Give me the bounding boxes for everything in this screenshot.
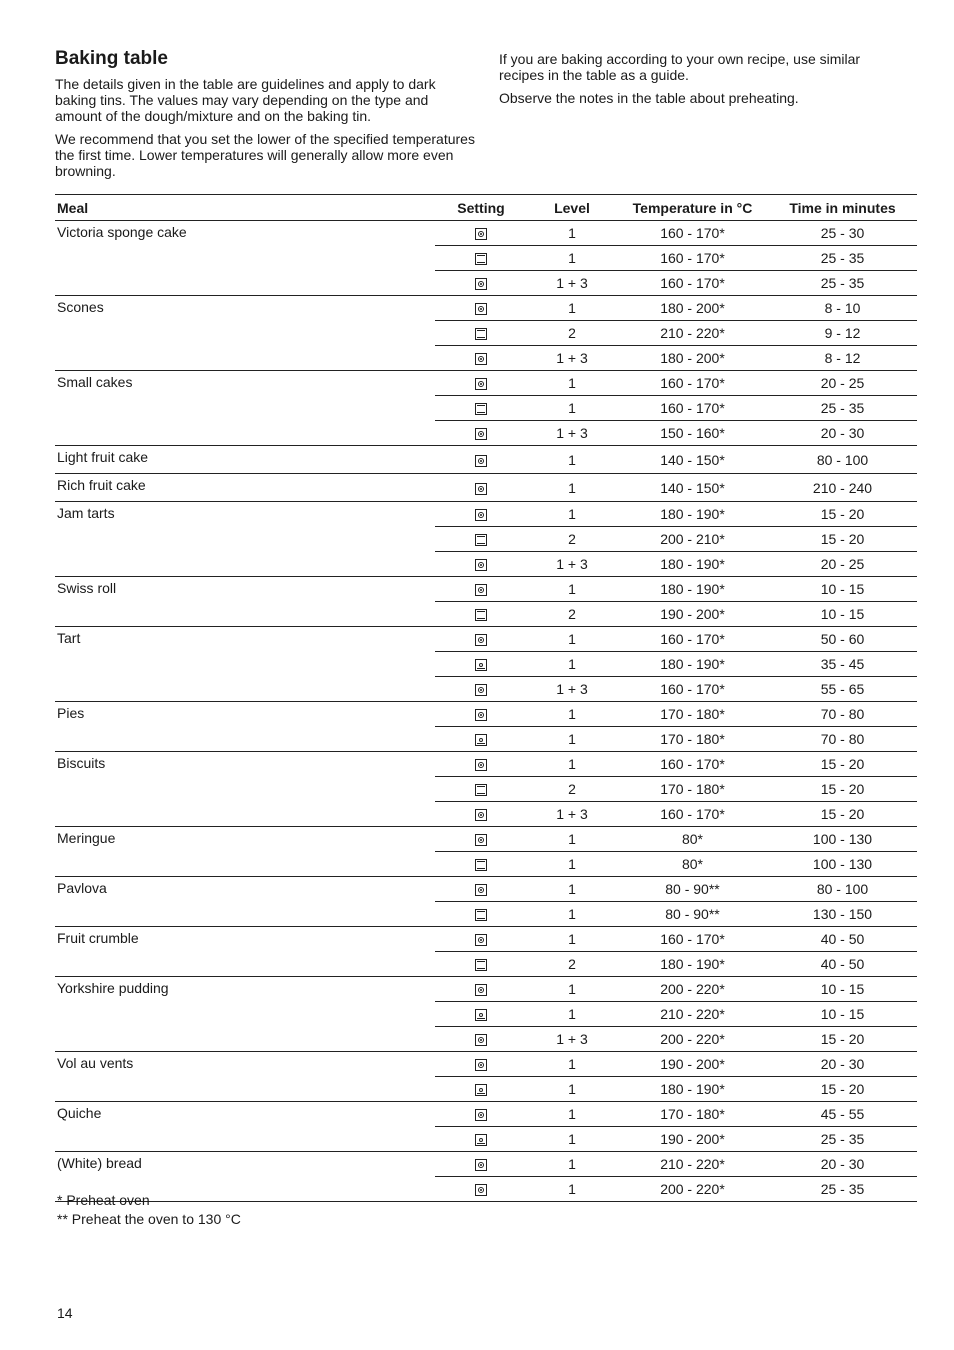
table-row	[55, 1152, 917, 1177]
setting-cell	[435, 446, 527, 474]
meal-cell: Yorkshire pudding	[55, 977, 435, 1052]
setting-cell	[435, 1177, 527, 1202]
setting-cell	[435, 727, 527, 752]
fan-icon	[475, 984, 487, 996]
setting-cell	[435, 421, 527, 446]
header-temperature: Temperature in °C	[617, 195, 768, 221]
fan-icon	[475, 634, 487, 646]
table-row	[55, 752, 917, 777]
table-row	[55, 1052, 917, 1077]
intro-column	[55, 48, 475, 186]
setting-cell	[435, 1102, 527, 1127]
meal-cell: Biscuits	[55, 752, 435, 827]
setting-cell	[435, 396, 527, 421]
meal-cell: Meringue	[55, 827, 435, 877]
footnote-preheat: * Preheat oven	[57, 1192, 150, 1208]
setting-cell	[435, 752, 527, 777]
bottom-heat-icon	[475, 659, 487, 671]
temperature-cell: 160 - 170*	[617, 246, 768, 271]
temperature-cell: 180 - 190*	[617, 1077, 768, 1102]
level-cell: 1	[527, 852, 617, 877]
fan-icon	[475, 378, 487, 390]
level-cell: 1 + 3	[527, 677, 617, 702]
fan-icon	[475, 483, 487, 495]
time-cell: 50 - 60	[768, 627, 917, 652]
fan-icon	[475, 559, 487, 571]
setting-cell	[435, 702, 527, 727]
header-meal: Meal	[55, 195, 435, 221]
table-row	[55, 296, 917, 321]
time-cell: 15 - 20	[768, 502, 917, 527]
level-cell: 1	[527, 977, 617, 1002]
baking-table	[55, 194, 917, 1202]
table-row	[55, 502, 917, 527]
time-cell: 10 - 15	[768, 1002, 917, 1027]
setting-cell	[435, 977, 527, 1002]
footnote-preheat-130: ** Preheat the oven to 130 °C	[57, 1211, 241, 1227]
temperature-cell: 210 - 220*	[617, 1152, 768, 1177]
conventional-icon	[475, 253, 487, 265]
meal-cell: Rich fruit cake	[55, 474, 435, 502]
table-row	[55, 927, 917, 952]
temperature-cell: 80*	[617, 852, 768, 877]
time-cell: 80 - 100	[768, 877, 917, 902]
setting-cell	[435, 602, 527, 627]
time-cell: 20 - 25	[768, 552, 917, 577]
bottom-heat-icon	[475, 1084, 487, 1096]
temperature-cell: 210 - 220*	[617, 321, 768, 346]
temperature-cell: 190 - 200*	[617, 602, 768, 627]
fan-icon	[475, 884, 487, 896]
fan-icon	[475, 1184, 487, 1196]
level-cell: 2	[527, 777, 617, 802]
fan-icon	[475, 455, 487, 467]
fan-icon	[475, 834, 487, 846]
time-cell: 15 - 20	[768, 527, 917, 552]
table-header-row	[55, 195, 917, 221]
level-cell: 1	[527, 221, 617, 246]
temperature-cell: 160 - 170*	[617, 627, 768, 652]
temperature-cell: 160 - 170*	[617, 752, 768, 777]
time-cell: 10 - 15	[768, 602, 917, 627]
table-row	[55, 702, 917, 727]
time-cell: 40 - 50	[768, 927, 917, 952]
setting-cell	[435, 346, 527, 371]
time-cell: 20 - 30	[768, 421, 917, 446]
level-cell: 1	[527, 902, 617, 927]
setting-cell	[435, 296, 527, 321]
temperature-cell: 190 - 200*	[617, 1052, 768, 1077]
temperature-cell: 200 - 220*	[617, 1027, 768, 1052]
time-cell: 25 - 35	[768, 1127, 917, 1152]
level-cell: 1	[527, 296, 617, 321]
time-cell: 25 - 35	[768, 246, 917, 271]
setting-cell	[435, 552, 527, 577]
fan-icon	[475, 228, 487, 240]
temperature-cell: 140 - 150*	[617, 474, 768, 502]
temperature-cell: 180 - 190*	[617, 552, 768, 577]
setting-cell	[435, 877, 527, 902]
meal-cell: Scones	[55, 296, 435, 371]
meal-cell: Vol au vents	[55, 1052, 435, 1102]
setting-cell	[435, 1027, 527, 1052]
time-cell: 15 - 20	[768, 752, 917, 777]
setting-cell	[435, 852, 527, 877]
table-row	[55, 221, 917, 246]
temperature-cell: 200 - 210*	[617, 527, 768, 552]
level-cell: 1	[527, 446, 617, 474]
level-cell: 2	[527, 602, 617, 627]
time-cell: 70 - 80	[768, 727, 917, 752]
time-cell: 15 - 20	[768, 777, 917, 802]
temperature-cell: 160 - 170*	[617, 396, 768, 421]
temperature-cell: 190 - 200*	[617, 1127, 768, 1152]
level-cell: 1 + 3	[527, 1027, 617, 1052]
time-cell: 25 - 35	[768, 1177, 917, 1202]
setting-cell	[435, 677, 527, 702]
level-cell: 1	[527, 702, 617, 727]
level-cell: 1 + 3	[527, 552, 617, 577]
level-cell: 1	[527, 371, 617, 396]
conventional-icon	[475, 859, 487, 871]
bottom-heat-icon	[475, 734, 487, 746]
fan-icon	[475, 1059, 487, 1071]
time-cell: 25 - 30	[768, 221, 917, 246]
setting-cell	[435, 952, 527, 977]
level-cell: 1 + 3	[527, 421, 617, 446]
setting-cell	[435, 577, 527, 602]
setting-cell	[435, 1002, 527, 1027]
temperature-cell: 180 - 200*	[617, 346, 768, 371]
time-cell: 10 - 15	[768, 977, 917, 1002]
setting-cell	[435, 927, 527, 952]
setting-cell	[435, 1127, 527, 1152]
conventional-icon	[475, 403, 487, 415]
time-cell: 210 - 240	[768, 474, 917, 502]
temperature-cell: 80*	[617, 827, 768, 852]
temperature-cell: 140 - 150*	[617, 446, 768, 474]
setting-cell	[435, 1077, 527, 1102]
notes-paragraph-1: If you are baking according to your own recipe, use similar recipes in the table as a guide.	[499, 51, 861, 83]
level-cell: 1	[527, 1102, 617, 1127]
temperature-cell: 180 - 190*	[617, 952, 768, 977]
header-setting: Setting	[435, 195, 527, 221]
conventional-icon	[475, 909, 487, 921]
level-cell: 1 + 3	[527, 346, 617, 371]
setting-cell	[435, 1052, 527, 1077]
time-cell: 25 - 35	[768, 271, 917, 296]
intro-paragraph-1: The details given in the table are guidelines and apply to dark baking tins. The values may vary depending on the type and amount of the dough/mixture and on the baking tin.	[55, 76, 436, 124]
fan-icon	[475, 303, 487, 315]
time-cell: 55 - 65	[768, 677, 917, 702]
temperature-cell: 200 - 220*	[617, 977, 768, 1002]
notes-column	[499, 51, 909, 113]
meal-cell: Small cakes	[55, 371, 435, 446]
fan-icon	[475, 278, 487, 290]
setting-cell	[435, 502, 527, 527]
bottom-heat-icon	[475, 1009, 487, 1021]
setting-cell	[435, 371, 527, 396]
meal-cell: Pies	[55, 702, 435, 752]
level-cell: 1	[527, 1152, 617, 1177]
conventional-icon	[475, 959, 487, 971]
temperature-cell: 170 - 180*	[617, 727, 768, 752]
time-cell: 130 - 150	[768, 902, 917, 927]
temperature-cell: 210 - 220*	[617, 1002, 768, 1027]
level-cell: 1	[527, 1177, 617, 1202]
intro-paragraph-2: We recommend that you set the lower of the specified temperatures the first time. Lower temperatures will generally allow more even browning.	[55, 131, 475, 179]
time-cell: 100 - 130	[768, 827, 917, 852]
fan-icon	[475, 584, 487, 596]
page-number: 14	[57, 1305, 73, 1321]
table-row	[55, 371, 917, 396]
time-cell: 100 - 130	[768, 852, 917, 877]
bottom-heat-icon	[475, 1134, 487, 1146]
table-row	[55, 827, 917, 852]
level-cell: 1	[527, 474, 617, 502]
table-row	[55, 977, 917, 1002]
fan-icon	[475, 1034, 487, 1046]
fan-icon	[475, 709, 487, 721]
setting-cell	[435, 802, 527, 827]
setting-cell	[435, 827, 527, 852]
level-cell: 1	[527, 752, 617, 777]
level-cell: 2	[527, 952, 617, 977]
time-cell: 70 - 80	[768, 702, 917, 727]
meal-cell: Fruit crumble	[55, 927, 435, 977]
temperature-cell: 170 - 180*	[617, 1102, 768, 1127]
time-cell: 20 - 30	[768, 1152, 917, 1177]
temperature-cell: 170 - 180*	[617, 702, 768, 727]
temperature-cell: 160 - 170*	[617, 271, 768, 296]
setting-cell	[435, 221, 527, 246]
level-cell: 1	[527, 1002, 617, 1027]
table-row	[55, 474, 917, 502]
meal-cell: Swiss roll	[55, 577, 435, 627]
time-cell: 20 - 25	[768, 371, 917, 396]
time-cell: 80 - 100	[768, 446, 917, 474]
temperature-cell: 180 - 190*	[617, 577, 768, 602]
fan-icon	[475, 934, 487, 946]
level-cell: 1	[527, 502, 617, 527]
setting-cell	[435, 271, 527, 296]
setting-cell	[435, 902, 527, 927]
temperature-cell: 200 - 220*	[617, 1177, 768, 1202]
level-cell: 1	[527, 577, 617, 602]
temperature-cell: 180 - 190*	[617, 652, 768, 677]
time-cell: 20 - 30	[768, 1052, 917, 1077]
level-cell: 1 + 3	[527, 271, 617, 296]
meal-cell: Quiche	[55, 1102, 435, 1152]
table-row	[55, 627, 917, 652]
meal-cell: Jam tarts	[55, 502, 435, 577]
setting-cell	[435, 474, 527, 502]
temperature-cell: 160 - 170*	[617, 802, 768, 827]
notes-paragraph-2: Observe the notes in the table about preheating.	[499, 90, 799, 106]
level-cell: 2	[527, 527, 617, 552]
fan-icon	[475, 353, 487, 365]
table-body	[55, 221, 917, 1202]
temperature-cell: 160 - 170*	[617, 927, 768, 952]
time-cell: 15 - 20	[768, 1027, 917, 1052]
setting-cell	[435, 777, 527, 802]
setting-cell	[435, 627, 527, 652]
time-cell: 8 - 12	[768, 346, 917, 371]
level-cell: 1	[527, 1077, 617, 1102]
temperature-cell: 80 - 90**	[617, 902, 768, 927]
level-cell: 1	[527, 927, 617, 952]
fan-icon	[475, 759, 487, 771]
page-title: Baking table	[55, 48, 168, 69]
table-row	[55, 877, 917, 902]
conventional-icon	[475, 534, 487, 546]
setting-cell	[435, 321, 527, 346]
fan-icon	[475, 684, 487, 696]
setting-cell	[435, 652, 527, 677]
table-row	[55, 577, 917, 602]
level-cell: 1	[527, 652, 617, 677]
setting-cell	[435, 246, 527, 271]
conventional-icon	[475, 328, 487, 340]
setting-cell	[435, 527, 527, 552]
conventional-icon	[475, 784, 487, 796]
time-cell: 40 - 50	[768, 952, 917, 977]
level-cell: 1	[527, 727, 617, 752]
table-row	[55, 446, 917, 474]
meal-cell: Victoria sponge cake	[55, 221, 435, 296]
temperature-cell: 180 - 190*	[617, 502, 768, 527]
time-cell: 10 - 15	[768, 577, 917, 602]
setting-cell	[435, 1152, 527, 1177]
time-cell: 9 - 12	[768, 321, 917, 346]
header-level: Level	[527, 195, 617, 221]
time-cell: 25 - 35	[768, 396, 917, 421]
level-cell: 1	[527, 1052, 617, 1077]
level-cell: 1	[527, 246, 617, 271]
time-cell: 15 - 20	[768, 1077, 917, 1102]
footnotes	[57, 1191, 241, 1229]
temperature-cell: 150 - 160*	[617, 421, 768, 446]
fan-icon	[475, 1159, 487, 1171]
temperature-cell: 180 - 200*	[617, 296, 768, 321]
level-cell: 1	[527, 827, 617, 852]
temperature-cell: 80 - 90**	[617, 877, 768, 902]
time-cell: 15 - 20	[768, 802, 917, 827]
level-cell: 1	[527, 396, 617, 421]
level-cell: 1 + 3	[527, 802, 617, 827]
temperature-cell: 170 - 180*	[617, 777, 768, 802]
level-cell: 1	[527, 1127, 617, 1152]
time-cell: 8 - 10	[768, 296, 917, 321]
temperature-cell: 160 - 170*	[617, 221, 768, 246]
meal-cell: Light fruit cake	[55, 446, 435, 474]
level-cell: 1	[527, 877, 617, 902]
meal-cell: Tart	[55, 627, 435, 702]
time-cell: 35 - 45	[768, 652, 917, 677]
temperature-cell: 160 - 170*	[617, 371, 768, 396]
fan-icon	[475, 809, 487, 821]
fan-icon	[475, 509, 487, 521]
level-cell: 1	[527, 627, 617, 652]
temperature-cell: 160 - 170*	[617, 677, 768, 702]
fan-icon	[475, 1109, 487, 1121]
level-cell: 2	[527, 321, 617, 346]
meal-cell: Pavlova	[55, 877, 435, 927]
time-cell: 45 - 55	[768, 1102, 917, 1127]
meal-cell: (White) bread	[55, 1152, 435, 1202]
table-row	[55, 1102, 917, 1127]
header-time: Time in minutes	[768, 195, 917, 221]
conventional-icon	[475, 609, 487, 621]
fan-icon	[475, 428, 487, 440]
